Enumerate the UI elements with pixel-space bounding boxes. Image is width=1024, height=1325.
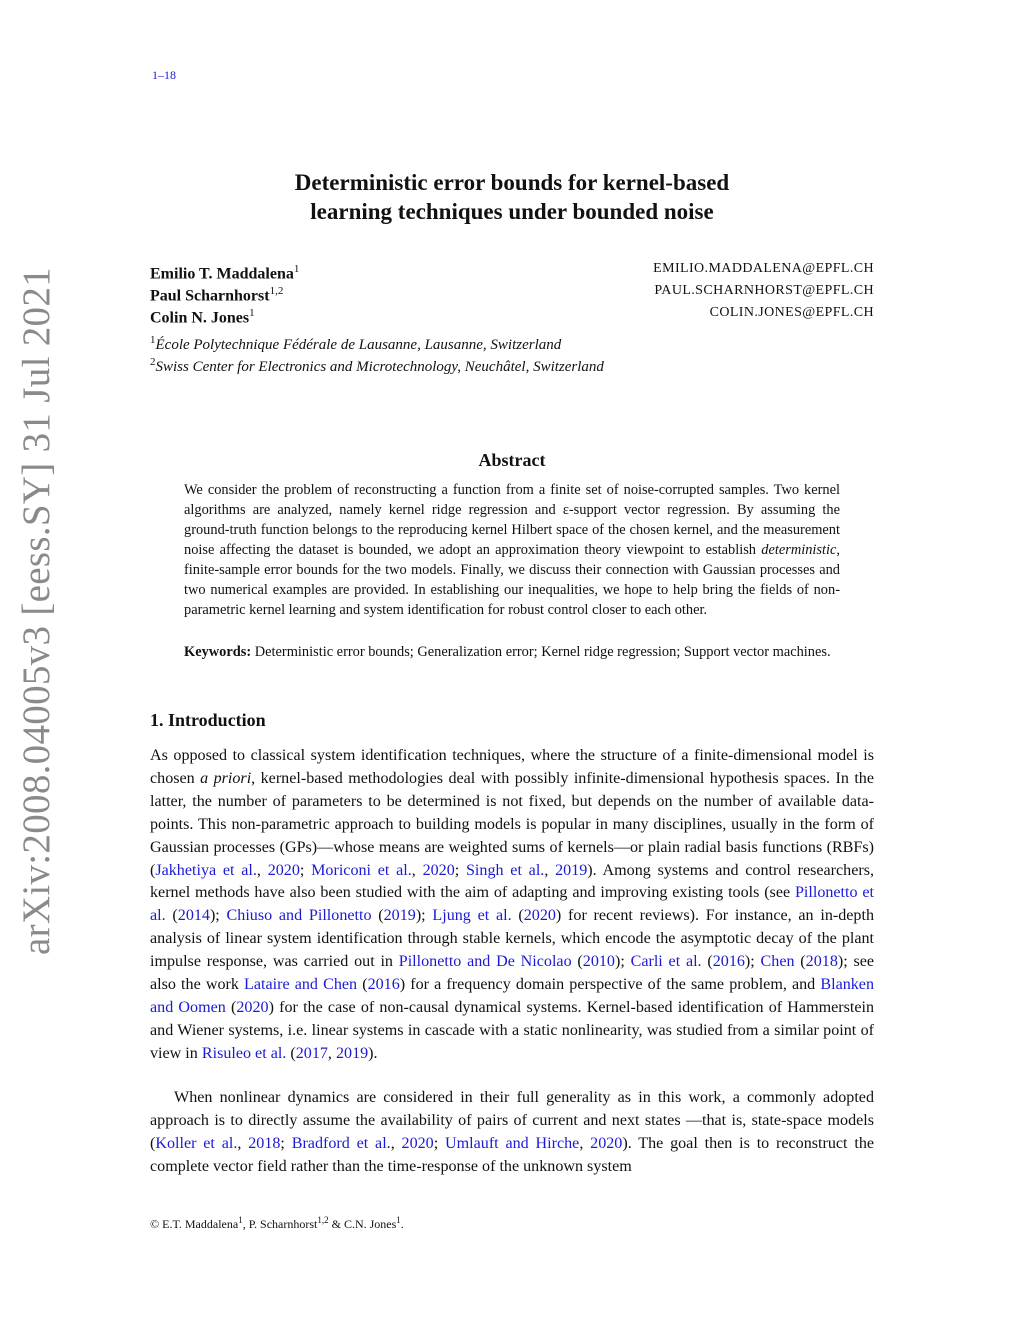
author-row (150, 280, 874, 305)
citation-link[interactable]: Moriconi et al. (311, 861, 412, 879)
citation-link[interactable]: Jakhetiya et al. (155, 861, 257, 879)
abstract-heading: Abstract (478, 450, 546, 470)
citation-link[interactable]: Pillonetto and De Nicolao (398, 953, 572, 971)
affiliation-list (150, 329, 874, 373)
citation-link[interactable]: Ljung et al. (432, 907, 512, 925)
author-email[interactable]: PAUL.SCHARNHORST@EPFL.CH (654, 283, 874, 298)
citation-link[interactable]: 2014 (177, 907, 210, 925)
author-email[interactable]: EMILIO.MADDALENA@EPFL.CH (653, 261, 874, 276)
citation-link[interactable]: 2020 (523, 907, 556, 925)
paper-title (150, 168, 874, 226)
citation-link[interactable]: Risuleo et al. (201, 1044, 287, 1062)
author-row (150, 258, 874, 283)
intro-paragraph-1: As opposed to classical system identification techniques, where the structure of a finite-dimensional model is chosen a priori, kernel-based methodologies deal with possibly infinite-dimensional hypothesis spaces. In the latter, the number of parameters to be determined is not fixed, but depends on the number of available data-points. This non-parametric approach to building models is popular in many disciplines, usually in the form of Gaussian processes (GPs)—whose means are weighted sums of kernels—or plain radial basis functions (RBFs) (Jakhetiya et al., 2020; Moriconi et al., 2020; Singh et al., 2019). Among systems and control researchers, kernel methods have also been studied with the aim of adapting and improving existing tools (see Pillonetto et al. (2014); Chiuso and Pillonetto (2019); Ljung et al. (2020) for recent reviews). For instance, an in-depth analysis of linear system identification through stable kernels, which encode the asymptotic decay of the plant impulse response, was carried out in Pillonetto and De Nicolao (2010); Carli et al. (2016); Chen (2018); see also the work Lataire and Chen (2016) for a frequency domain perspective of the same problem, and Blanken and Oomen (2020) for the case of non-causal dynamical systems. Kernel-based identification of Hammerstein and Wiener systems, i.e. linear systems in cascade with a static nonlinearity, was studied from a similar point of view in Risuleo et al. (2017, 2019). (150, 747, 875, 1062)
citation-link[interactable]: 2019 (555, 861, 588, 879)
citation-link[interactable]: 2018 (805, 953, 838, 971)
title-line-2: learning techniques under bounded noise (310, 199, 714, 224)
citation-link[interactable]: 2018 (248, 1134, 281, 1152)
copyright-footer: © E.T. Maddalena$^1$, P. Scharnhorst$^{1,2}$ & C.N. Jones$^1$. (150, 1215, 404, 1231)
citation-link[interactable]: 2016 (712, 953, 745, 971)
citation-link[interactable]: 2020 (267, 861, 300, 879)
citation-link[interactable]: Bradford et al. (291, 1134, 391, 1152)
intro-paragraph-2: When nonlinear dynamics are considered in their full generality as in this work, a commonly adopted approach is to directly assume the availability of pairs of current and next states —that is, state-space models (Koller et al., 2018; Bradford et al., 2020; Umlauft and Hirche, 2020). The goal then is to reconstruct the complete vector field rather than the time-response of the unknown system (150, 1089, 875, 1175)
citation-link[interactable]: Lataire and Chen (244, 976, 358, 994)
citation-link[interactable]: Koller et al. (155, 1134, 238, 1152)
citation-link[interactable]: 2020 (590, 1134, 623, 1152)
citation-link[interactable]: 2020 (236, 998, 269, 1016)
page-range: 1–18 (152, 68, 176, 82)
arxiv-identifier-stamp: arXiv:2008.04005v3 [eess.SY] 31 Jul 2021 (15, 267, 58, 955)
keywords: Keywords: Deterministic error bounds; Generalization error; Kernel ridge regression; Support vector machines. (184, 644, 831, 660)
citation-link[interactable]: Chiuso and Pillonetto (226, 907, 372, 925)
citation-link[interactable]: Carli et al. (630, 953, 702, 971)
section-heading-introduction: 1. Introduction (150, 710, 266, 730)
citation-link[interactable]: Blanken and Oomen (150, 976, 874, 1016)
citation-link[interactable]: 2020 (401, 1134, 434, 1152)
author-email[interactable]: COLIN.JONES@EPFL.CH (709, 305, 874, 320)
author-name: Paul Scharnhorst$^{1,2}$ (150, 285, 284, 305)
citation-link[interactable]: Pillonetto et al. (150, 884, 874, 925)
affiliation: $^1$École Polytechnique Fédérale de Lausanne, Lausanne, Switzerland (150, 334, 562, 353)
author-name: Emilio T. Maddalena$^1$ (150, 263, 300, 283)
citation-link[interactable]: 2020 (422, 861, 455, 879)
citation-link[interactable]: Chen (760, 953, 795, 971)
keywords-label: Keywords: (184, 644, 252, 660)
citation-link[interactable]: Singh et al. (465, 861, 545, 879)
title-line-1: Deterministic error bounds for kernel-based (294, 170, 730, 195)
citation-link[interactable]: Umlauft and Hirche (445, 1134, 580, 1152)
citation-link[interactable]: 2010 (582, 953, 615, 971)
citation-link[interactable]: 2019 (335, 1044, 369, 1062)
abstract-text: We consider the problem of reconstructing a function from a finite set of noise-corrupted samples. Two kernel algorithms are analyzed, namely kernel ridge regression and ε-support vector regression. By assuming the ground-truth function belongs to the reproducing kernel Hilbert space of the chosen kernel, and the measurement noise affecting the dataset is bounded, we adopt an approximation theory viewpoint to establish deterministic, finite-sample error bounds for the two models. Finally, we discuss their connection with Gaussian processes and two numerical examples are provided. In establishing our inequalities, we hope to help bring the fields of non-parametric kernel learning and system identification for robust control closer to each other. (184, 482, 840, 618)
author-row (150, 302, 874, 327)
citation-link[interactable]: 2017 (295, 1044, 328, 1062)
affiliation: $^2$Swiss Center for Electronics and Microtechnology, Neuchâtel, Switzerland (150, 356, 604, 375)
author-block (150, 258, 874, 373)
citation-link[interactable]: 2019 (383, 907, 416, 925)
citation-link[interactable]: 2016 (367, 976, 400, 994)
author-name: Colin N. Jones$^1$ (150, 307, 255, 327)
